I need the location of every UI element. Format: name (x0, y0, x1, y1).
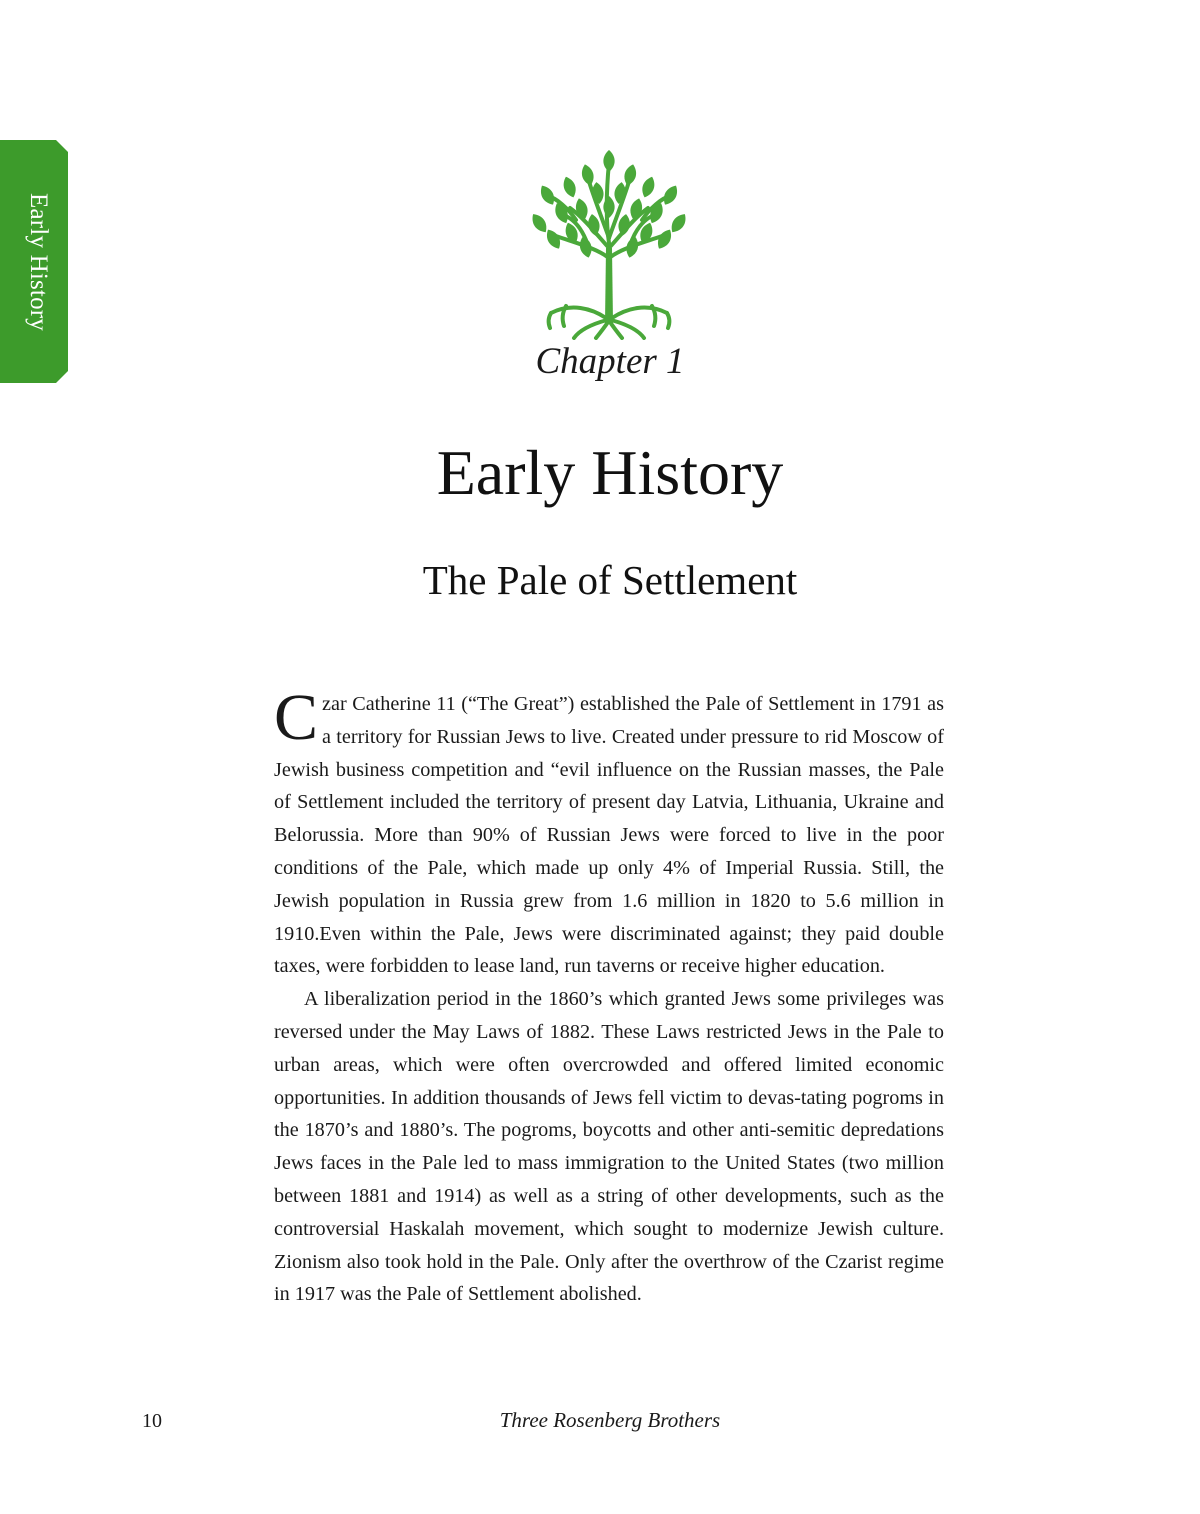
page-number: 10 (142, 1410, 162, 1432)
paragraph: A liberalization period in the 1860’s which granted Jews some privileges was reversed under the May Laws of 1882. These Laws restricted Jews in the Pale to urban areas, which were often overcrowded and offered limited economic opportunities. In addition thousands of Jews fell victim to devas-tating pogroms in the 1870’s and 1880’s. The pogroms, boycotts and other anti-semitic depredations Jews faces in the Pale led to mass immigration to the United States (two million between 1881 and 1914) as well as a string of other developments, such as the controversial Haskalah movement, which sought to modernize Jewish culture. Zionism also took hold in the Pale. Only after the overthrow of the Czarist regime in 1917 was the Pale of Settlement abolished. (274, 988, 944, 1306)
running-footer-title: Three Rosenberg Brothers (499, 1408, 721, 1432)
chapter-title: Early History (436, 437, 784, 508)
tree-icon (526, 148, 692, 340)
paragraph: Czar Catherine 11 (“The Great”) established the Pale of Settlement in 1791 as a territory for Russian Jews to live. Created under pressure to rid Moscow of Jewish business competition and “evil influence on the Russian masses, the Pale of Settlement included the territory of present day Latvia, Lithuania, Ukraine and Belorussia. More than 90% of Russian Jews were forced to live in the poor conditions of the Pale, which made up only 4% of Imperial Russia. Still, the Jewish population in Russia grew from 1.6 million in 1820 to 5.6 million in 1910.Even within the Pale, Jews were discriminated against; they paid double taxes, were forbidden to lease land, run taverns or receive higher education. (274, 681, 944, 978)
body-text (274, 681, 944, 1311)
chapter-label: Chapter 1 (535, 341, 685, 382)
section-title: The Pale of Settlement (422, 557, 798, 603)
side-tab-label: Early History (25, 193, 52, 331)
